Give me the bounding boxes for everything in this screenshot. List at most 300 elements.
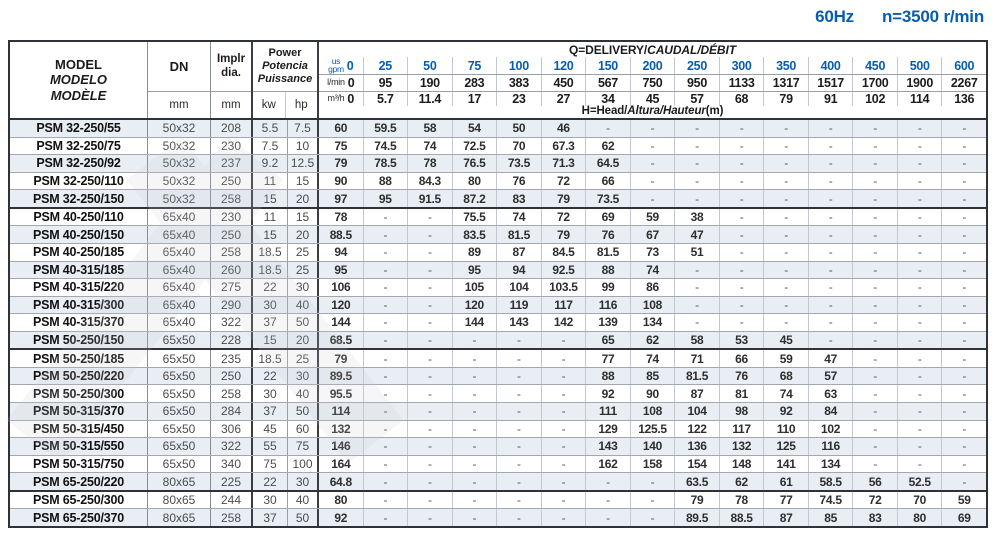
head-value-cell: 110	[763, 421, 808, 438]
m3h-value: 45	[645, 92, 660, 106]
head-value-cell: -	[808, 279, 853, 296]
lmin-value: 283	[464, 76, 485, 90]
gpm-value: 350	[776, 58, 797, 73]
delivery-row-m3h	[319, 91, 986, 106]
m3h-unit-label: m³/h	[327, 93, 345, 104]
head-value-cell: -	[808, 297, 853, 314]
head-value-cell: -	[585, 120, 630, 137]
head-value-cell: -	[407, 509, 452, 526]
head-value-cell: -	[363, 350, 408, 367]
power-kw-cell: 30	[253, 385, 288, 402]
table-row	[10, 420, 986, 438]
lmin-value: 383	[508, 76, 529, 90]
gpm-value: 250	[687, 58, 707, 73]
head-value-cell: 91.5	[407, 190, 452, 207]
head-value-cell: -	[763, 120, 808, 137]
head-value-cell: 76	[496, 173, 541, 190]
head-value-cell: -	[852, 173, 897, 190]
lmin-value: 567	[597, 76, 618, 90]
lmin-value: 950	[687, 76, 707, 90]
power-kw-cell: 5.5	[253, 120, 288, 137]
col-header-model	[10, 42, 148, 118]
head-value-cell: -	[585, 509, 630, 526]
power-hp-cell: 50	[288, 314, 319, 331]
delivery-row-usgpm	[319, 57, 986, 74]
head-value-cell: -	[496, 332, 541, 349]
head-value-cell: 94	[334, 245, 348, 260]
gpm-value: 450	[865, 58, 886, 73]
model-cell: PSM 50-315/450	[10, 421, 148, 438]
head-value-cell: -	[941, 350, 986, 367]
gpm-col-5	[541, 57, 586, 74]
lmin-col-8	[674, 75, 719, 91]
head-value-cell: 77	[763, 492, 808, 509]
head-value-cell: 60	[334, 121, 348, 136]
head-value-cell: -	[852, 138, 897, 155]
head-value-cell: -	[541, 385, 586, 402]
head-value-cell: 88.5	[719, 509, 764, 526]
head-value-cell: -	[719, 244, 764, 261]
head-value-cell: 81.5	[674, 368, 719, 385]
head-value-cell: 59	[763, 350, 808, 367]
col-header-dn	[148, 42, 211, 118]
power-hp-cell: 40	[288, 492, 319, 509]
head-value-cell: -	[719, 209, 764, 226]
head-value-cell: 76	[585, 226, 630, 243]
head-value-cell: 87	[674, 385, 719, 402]
head-value-cell: -	[897, 155, 942, 172]
head-value-cell: 89.5	[674, 509, 719, 526]
head-value-cell: 89	[452, 244, 497, 261]
delivery-title-en: Q=DELIVERY/	[569, 42, 648, 57]
head-value-cell: 116	[808, 438, 853, 455]
head-value-cell: -	[363, 226, 408, 243]
head-value-cell: -	[407, 438, 452, 455]
head-value-cell: -	[541, 492, 586, 509]
lmin-col-3	[452, 75, 497, 91]
power-label-es: Potencia	[262, 59, 308, 72]
head-value-cell: 62	[719, 473, 764, 490]
head-value-cell: 84.3	[407, 173, 452, 190]
head-value-cell: 83	[496, 190, 541, 207]
head-value-cell: 74.5	[363, 138, 408, 155]
impeller-dia-cell: 258	[211, 190, 253, 207]
head-value-cell: -	[496, 473, 541, 490]
head-value-cell: -	[496, 438, 541, 455]
head-value-cell: 75.5	[452, 209, 497, 226]
head-value-cell: -	[808, 262, 853, 279]
head-value-cell: -	[452, 473, 497, 490]
m3h-value: 23	[512, 92, 526, 106]
head-value-cell: -	[763, 226, 808, 243]
m3h-value: 34	[601, 92, 615, 106]
lmin-value: 2267	[950, 76, 978, 90]
head-value-cell: -	[674, 262, 719, 279]
head-value-cell: -	[496, 403, 541, 420]
head-value-cell: 38	[674, 209, 719, 226]
head-value-cell: -	[674, 155, 719, 172]
head-value-cell: -	[541, 456, 586, 473]
power-hp-cell: 20	[288, 226, 319, 243]
head-value-cell: 88	[585, 262, 630, 279]
head-value-cell: 97	[334, 191, 348, 206]
head-value-cell: -	[541, 509, 586, 526]
delivery-row-lmin	[319, 74, 986, 91]
table-row	[10, 508, 986, 526]
power-kw-cell: 11	[253, 173, 288, 190]
table-body	[10, 120, 986, 526]
head-value-cell: -	[363, 421, 408, 438]
head-value-cell: -	[941, 314, 986, 331]
head-value-cell: -	[941, 190, 986, 207]
table-row	[10, 296, 986, 314]
head-value-cell: 53	[719, 332, 764, 349]
gpm-value: 75	[467, 58, 482, 73]
head-value-cell: 90	[334, 173, 348, 188]
head-value-cell: 74	[630, 262, 675, 279]
head-value-cell: -	[897, 403, 942, 420]
lmin-value: 1700	[861, 76, 889, 90]
head-value-cell: 83	[852, 509, 897, 526]
dn-cell: 65x50	[148, 403, 211, 420]
head-value-cell: -	[763, 138, 808, 155]
head-value-cell: -	[941, 155, 986, 172]
lmin-col-6	[585, 75, 630, 91]
m3h-col-10	[763, 92, 808, 106]
head-value-cell: -	[852, 314, 897, 331]
head-value-cell: -	[852, 190, 897, 207]
table-row	[10, 243, 986, 261]
head-value-cell: 46	[541, 120, 586, 137]
lmin-col-7	[630, 75, 675, 91]
implr-label: Implr	[216, 53, 246, 66]
head-value-cell: 104	[496, 279, 541, 296]
head-value-cell: 76.5	[452, 155, 497, 172]
model-cell: PSM 50-315/550	[10, 438, 148, 455]
head-value-cell: -	[763, 190, 808, 207]
m3h-col-4	[496, 92, 541, 106]
dn-cell: 65x40	[148, 226, 211, 243]
head-value-cell: 129	[585, 421, 630, 438]
head-value-cell: 59.5	[363, 120, 408, 137]
hp-unit-label: hp	[294, 99, 308, 111]
head-value-cell: 125	[763, 438, 808, 455]
head-value-cell: -	[363, 385, 408, 402]
head-value-cell: -	[941, 262, 986, 279]
head-value-cell: 47	[808, 350, 853, 367]
head-value-cell: -	[452, 456, 497, 473]
head-value-cell: 68.5	[329, 333, 352, 348]
lmin-col-0	[319, 75, 363, 91]
head-value-cell: -	[541, 421, 586, 438]
head-value-cell: 74	[407, 138, 452, 155]
head-value-cell: -	[719, 314, 764, 331]
m3h-col-14	[941, 92, 986, 106]
head-value-cell: -	[941, 138, 986, 155]
power-kw-cell: 75	[253, 456, 288, 473]
head-title-intl: Altura/Hauteur	[627, 105, 706, 117]
head-value-cell: -	[897, 314, 942, 331]
power-kw-cell: 22	[253, 279, 288, 296]
head-value-cell: -	[852, 368, 897, 385]
head-value-cell: -	[452, 368, 497, 385]
impeller-dia-cell: 230	[211, 138, 253, 155]
head-value-cell: -	[719, 226, 764, 243]
head-value-cell: -	[363, 473, 408, 490]
head-value-cell: 78.5	[363, 155, 408, 172]
gpm-unit-label: us gpm	[328, 56, 344, 74]
head-value-cell: 158	[630, 456, 675, 473]
model-cell: PSM 40-315/300	[10, 297, 148, 314]
m3h-value: 57	[690, 92, 704, 106]
model-cell: PSM 40-250/110	[10, 209, 148, 226]
gpm-col-12	[852, 57, 897, 74]
head-value-cell: 142	[541, 314, 586, 331]
power-hp-cell: 40	[288, 297, 319, 314]
impeller-dia-cell: 244	[211, 492, 253, 509]
head-value-cell: -	[541, 332, 586, 349]
head-value-cell: -	[763, 314, 808, 331]
head-value-cell: 106	[331, 280, 351, 295]
table-row	[10, 455, 986, 473]
m3h-value: 27	[556, 92, 571, 106]
head-value-cell: -	[407, 350, 452, 367]
power-hp-cell: 60	[288, 421, 319, 438]
impeller-dia-cell: 322	[211, 438, 253, 455]
head-value-cell: -	[630, 155, 675, 172]
gpm-col-10	[763, 57, 808, 74]
head-value-cell: -	[852, 209, 897, 226]
impeller-dia-cell: 275	[211, 279, 253, 296]
head-value-cell: -	[897, 421, 942, 438]
head-value-cell: 143	[585, 438, 630, 455]
head-value-cell: 70	[496, 138, 541, 155]
lmin-col-1	[363, 75, 408, 91]
head-value-cell: -	[363, 509, 408, 526]
head-value-cell: -	[541, 368, 586, 385]
head-value-cell: -	[363, 492, 408, 509]
power-hp-cell: 15	[288, 209, 319, 226]
head-value-cell: -	[719, 190, 764, 207]
head-value-cell: 111	[585, 403, 630, 420]
head-value-cell: 120	[331, 297, 351, 312]
head-value-cell: 74	[496, 209, 541, 226]
head-value-cell: -	[363, 368, 408, 385]
power-hp-cell: 40	[288, 385, 319, 402]
power-hp-cell: 50	[288, 509, 319, 526]
head-value-cell: 136	[674, 438, 719, 455]
head-title-unit: (m)	[705, 105, 724, 117]
head-value-cell: -	[941, 120, 986, 137]
impeller-dia-cell: 306	[211, 421, 253, 438]
head-value-cell: 71	[674, 350, 719, 367]
m3h-value: 5.7	[377, 92, 394, 106]
table-row	[10, 154, 986, 172]
head-value-cell: -	[897, 226, 942, 243]
lmin-col-9	[719, 75, 764, 91]
head-value-cell: 78	[334, 210, 348, 225]
m3h-col-3	[452, 92, 497, 106]
power-label-fr: Puissance	[257, 73, 313, 86]
head-value-cell: -	[363, 209, 408, 226]
lmin-col-13	[897, 75, 942, 91]
delivery-title	[319, 42, 986, 57]
gpm-col-9	[719, 57, 764, 74]
head-value-cell: -	[496, 421, 541, 438]
impeller-dia-cell: 235	[211, 350, 253, 367]
head-value-cell: -	[363, 332, 408, 349]
head-value-cell: 58	[407, 120, 452, 137]
model-cell: PSM 65-250/220	[10, 473, 148, 490]
head-value-cell: 63.5	[674, 473, 719, 490]
head-value-cell: -	[363, 438, 408, 455]
head-value-cell: -	[897, 350, 942, 367]
m3h-col-13	[897, 92, 942, 106]
head-value-cell: -	[630, 509, 675, 526]
head-value-cell: -	[808, 190, 853, 207]
power-hp-cell: 15	[288, 173, 319, 190]
head-value-cell: 81	[719, 385, 764, 402]
head-value-cell: -	[674, 120, 719, 137]
head-value-cell: -	[719, 173, 764, 190]
head-value-cell: -	[452, 492, 497, 509]
head-value-cell: -	[496, 509, 541, 526]
head-value-cell: -	[852, 120, 897, 137]
head-value-cell: 154	[674, 456, 719, 473]
head-value-cell: 87	[763, 509, 808, 526]
head-value-cell: -	[852, 385, 897, 402]
head-value-cell: 116	[585, 297, 630, 314]
head-value-cell: 85	[630, 368, 675, 385]
impeller-dia-cell: 340	[211, 456, 253, 473]
head-value-cell: -	[452, 385, 497, 402]
head-value-cell: -	[407, 314, 452, 331]
head-value-cell: 79	[334, 156, 348, 171]
model-cell: PSM 40-315/370	[10, 314, 148, 331]
power-kw-cell: 37	[253, 314, 288, 331]
head-value-cell: -	[763, 209, 808, 226]
m3h-col-9	[719, 92, 764, 106]
speed-label: n=3500 r/min	[881, 7, 984, 26]
dn-cell: 65x40	[148, 209, 211, 226]
impeller-dia-cell: 258	[211, 385, 253, 402]
lmin-value: 450	[553, 76, 574, 90]
model-cell: PSM 65-250/300	[10, 492, 148, 509]
model-cell: PSM 50-250/150	[10, 332, 148, 349]
head-value-cell: 80	[452, 173, 497, 190]
model-cell: PSM 32-250/110	[10, 173, 148, 190]
head-value-cell: 92	[763, 403, 808, 420]
head-value-cell: -	[407, 473, 452, 490]
head-value-cell: 78	[719, 492, 764, 509]
head-value-cell: 81.5	[585, 244, 630, 261]
head-value-cell: -	[808, 209, 853, 226]
head-value-cell: -	[941, 332, 986, 349]
pump-performance-table	[8, 40, 988, 528]
head-value-cell: 95	[363, 190, 408, 207]
model-cell: PSM 32-250/92	[10, 155, 148, 172]
m3h-col-6	[585, 92, 630, 106]
power-hp-cell: 100	[288, 456, 319, 473]
gpm-col-0	[319, 57, 363, 74]
table-row	[10, 120, 986, 137]
table-row	[10, 437, 986, 455]
lmin-col-11	[808, 75, 853, 91]
m3h-col-0	[319, 92, 363, 106]
head-value-cell: 58	[674, 332, 719, 349]
head-value-cell: 105	[452, 279, 497, 296]
head-value-cell: 65	[585, 332, 630, 349]
head-value-cell: 72.5	[452, 138, 497, 155]
head-value-cell: 62	[585, 138, 630, 155]
head-value-cell: 102	[808, 421, 853, 438]
head-value-cell: -	[852, 350, 897, 367]
impeller-dia-cell: 250	[211, 173, 253, 190]
lmin-col-14	[941, 75, 986, 91]
head-value-cell: -	[808, 120, 853, 137]
head-value-cell: -	[719, 297, 764, 314]
head-value-cell: -	[941, 279, 986, 296]
impeller-dia-cell: 225	[211, 473, 253, 490]
dn-cell: 50x32	[148, 120, 211, 137]
dn-cell: 65x50	[148, 368, 211, 385]
m3h-value: 11.4	[418, 92, 442, 106]
m3h-value: 136	[954, 92, 975, 106]
head-value-cell: -	[852, 155, 897, 172]
head-value-cell: -	[674, 190, 719, 207]
power-hp-cell: 25	[288, 350, 319, 367]
head-value-cell: -	[363, 244, 408, 261]
head-value-cell: -	[897, 456, 942, 473]
table-row	[10, 313, 986, 331]
head-value-cell: 79	[541, 190, 586, 207]
head-value-cell: -	[719, 120, 764, 137]
lmin-col-4	[496, 75, 541, 91]
gpm-value: 25	[378, 58, 392, 73]
lmin-value: 1317	[772, 76, 800, 90]
head-value-cell: -	[897, 244, 942, 261]
head-value-cell: -	[897, 279, 942, 296]
table-row	[10, 402, 986, 420]
m3h-col-5	[541, 92, 586, 106]
power-hp-cell: 20	[288, 332, 319, 349]
head-value-cell: 117	[719, 421, 764, 438]
dn-cell: 50x32	[148, 155, 211, 172]
head-value-cell: 164	[331, 456, 351, 471]
head-value-cell: 74	[630, 350, 675, 367]
table-row	[10, 331, 986, 349]
head-value-cell: -	[941, 226, 986, 243]
delivery-title-intl: CAUDAL/DÉBIT	[647, 42, 736, 57]
head-value-cell: 54	[452, 120, 497, 137]
head-value-cell: 77	[585, 350, 630, 367]
head-title-en: H=Head/	[581, 105, 628, 117]
dn-cell: 65x50	[148, 421, 211, 438]
head-value-cell: 67.3	[541, 138, 586, 155]
power-label: Power	[268, 46, 302, 59]
head-value-cell: 62	[630, 332, 675, 349]
impeller-dia-cell: 322	[211, 314, 253, 331]
model-cell: PSM 50-315/750	[10, 456, 148, 473]
head-value-cell: -	[941, 385, 986, 402]
head-value-cell: 66	[585, 173, 630, 190]
head-value-cell: 108	[630, 403, 675, 420]
col-header-power	[253, 42, 319, 118]
head-value-cell: -	[452, 350, 497, 367]
head-value-cell: -	[630, 120, 675, 137]
power-kw-cell: 22	[253, 473, 288, 490]
head-value-cell: -	[407, 492, 452, 509]
